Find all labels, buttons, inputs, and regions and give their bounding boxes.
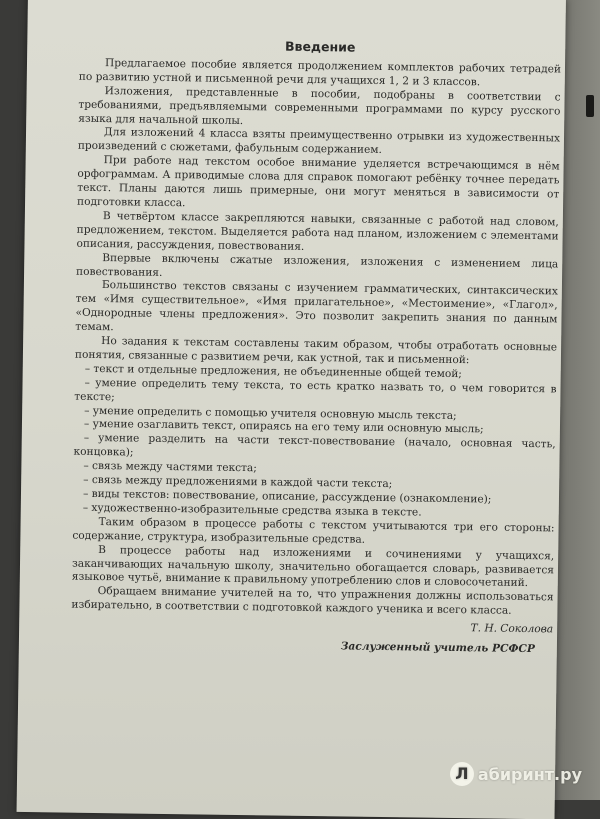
- watermark: [450, 762, 582, 786]
- list-item: – умение определить тему текста, то есть кратко назвать то, о чем говорится в тексте;: [74, 376, 557, 403]
- list-item: – связь между частями текста;: [83, 460, 257, 475]
- paragraph: Изложения, представленные в пособии, подобраны в соответствии с требованиями, предъявляемыми современными программами по курсу русского языка для начальной школы.: [78, 84, 561, 127]
- skills-list: [73, 363, 557, 523]
- paragraph: Впервые включены сжатые изложения, изложения с изменением лица повествования.: [76, 251, 559, 279]
- paragraph: Таким образом в процессе работы с текстом учитываются три его стороны: содержание, структура, изобразительные средства.: [72, 515, 555, 546]
- list-item: – умение озаглавить текст, опираясь на его тему или основную мысль;: [83, 418, 484, 436]
- paragraph: Но задания к текстам составлены таким образом, чтобы отработать основные понятия, связанные с развитием речи, как устной, так и письменной:: [74, 335, 558, 367]
- book-page: [17, 0, 566, 819]
- author-name: Т. Н. Соколова: [470, 622, 554, 636]
- list-item: – умение разделить на части текст-повествование (начало, основная часть, концовка);: [73, 432, 556, 459]
- page-content: [71, 37, 562, 658]
- list-item: – художественно-изобразительные средства языка в тексте.: [82, 501, 422, 519]
- paragraph: Для изложений 4 класса взяты преимущественно отрывки из художественных произведений с сюжетами, фабульным содержанием.: [77, 126, 561, 157]
- next-page-edge: [586, 95, 594, 117]
- list-item: – текст и отдельные предложения, не объединенные общей темой;: [84, 362, 463, 380]
- paragraph: В четвёртом классе закрепляются навыки, связанные с работой над словом, предложением, текстом. Выделяется работа над планом, изложением с элементами описания, рассуждения, повествования.: [76, 209, 559, 253]
- paragraph: Большинство текстов связаны с изучением грамматических, синтаксических тем «Имя существительное», «Имя прилагательное», «Местоимение», «Глагол», «Однородные члены предложения». Это позволит закрепить знания по данным темам.: [75, 279, 558, 334]
- paragraph: При работе над текстом особое внимание уделяется встречающимся в нём орфограммам. А приводимые слова для справок помогают ребёнку точнее передать текст. Планы даются лишь примерные, они могут меняться в зависимости от подготовки класса.: [76, 154, 560, 210]
- watermark-text: абиринт.ру: [477, 764, 582, 784]
- labirint-logo-icon: Л: [450, 762, 474, 786]
- list-item: – связь между предложениями в каждой части текста;: [83, 473, 393, 491]
- list-item: – умение определить с помощью учителя основную мысль текста;: [84, 404, 457, 422]
- author-title: Заслуженный учитель РСФСР: [340, 640, 535, 656]
- paragraph: В процессе работы над изложениями и сочинениями у учащихся, заканчивающих начальную школу, значительно обогащается словарь, развивается языковое чутьё, внимание к правильному употреблению слов и словосочетаний.: [71, 543, 555, 590]
- paragraph: Предлагаемое пособие является продолжением комплектов рабочих тетрадей по развитию устной и письменной речи для учащихся 1, 2 и 3 классов.: [78, 56, 562, 89]
- list-item: – виды текстов: повествование, описание, рассуждение (ознакомление);: [82, 487, 492, 506]
- page-title: Введение: [284, 38, 356, 55]
- paragraph: Обращаем внимание учителей на то, что упражнения должны использоваться избирательно, в соответствии с подготовкой каждого ученика и всего класса.: [71, 585, 554, 618]
